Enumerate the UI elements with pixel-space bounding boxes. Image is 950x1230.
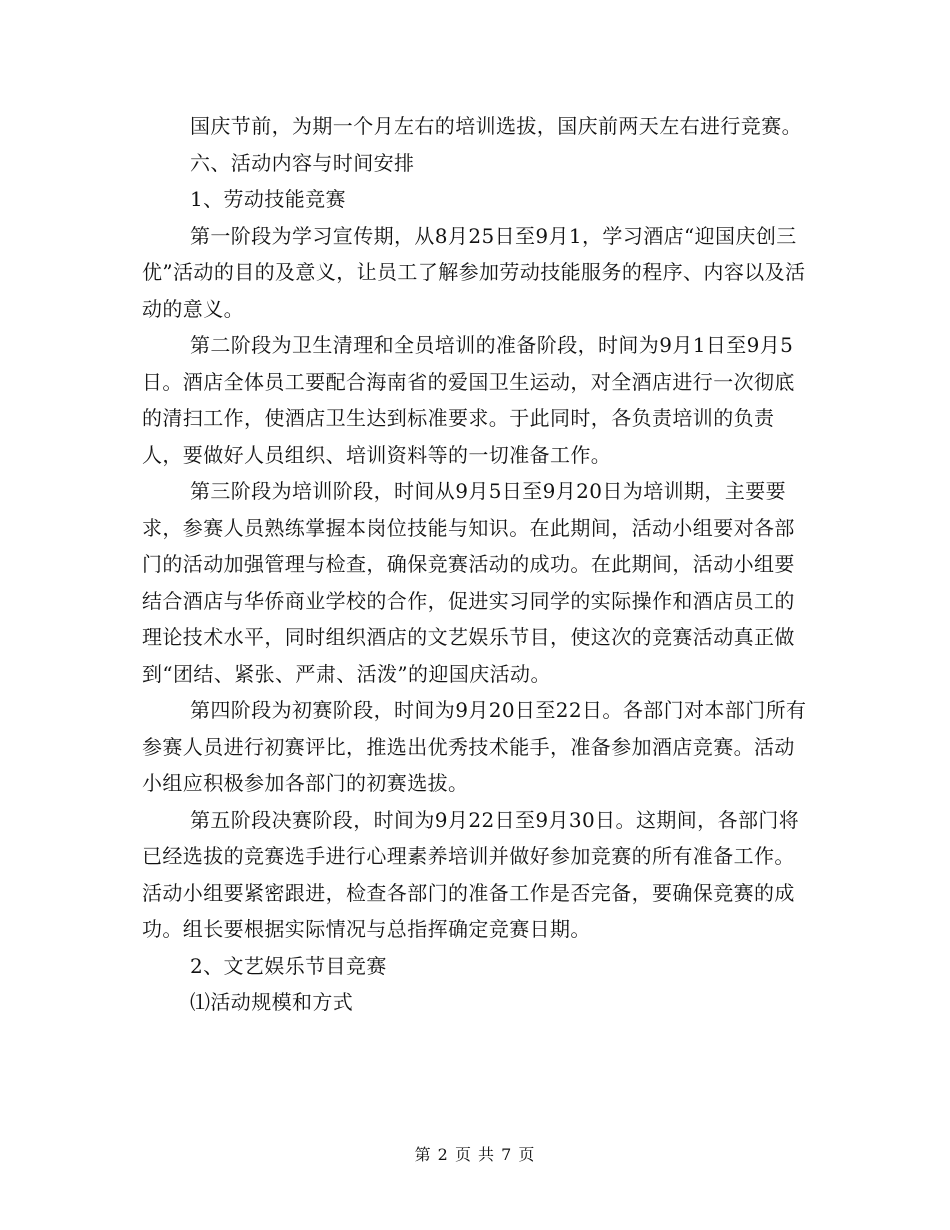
- paragraph-stage-four: 第四阶段为初赛阶段，时间为9月20日至22日。各部门对本部门所有参赛人员进行初赛评比，推选出优秀技术能手，准备参加酒店竞赛。活动小组应积极参加各部门的初赛选拔。: [142, 698, 807, 795]
- section-heading-activity-content: 六、活动内容与时间安排: [190, 150, 415, 175]
- document-body: [142, 108, 810, 1021]
- paragraph-stage-five: 第五阶段决赛阶段，时间为9月22日至9月30日。这期间，各部门将已经选拔的竞赛选手进行心理素养培训并做好参加竞赛的所有准备工作。活动小组要紧密跟进，检查各部门的准备工作是否完备，要确保竞赛的成功。组长要根据实际情况与总指挥确定竞赛日期。: [142, 807, 800, 941]
- paragraph-stage-three: 第三阶段为培训阶段，时间从9月5日至9月20日为培训期，主要要求，参赛人员熟练掌握本岗位技能与知识。在此期间，活动小组要对各部门的活动加强管理与检查，确保竞赛活动的成功。在此期间，活动小组要结合酒店与华侨商业学校的合作，促进实习同学的实际操作和酒店员工的理论技术水平，同时组织酒店的文艺娱乐节目，使这次的竞赛活动真正做到“团结、紧张、严肃、活泼”的迎国庆活动。: [142, 479, 795, 686]
- subheading-scale-and-method: ⑴活动规模和方式: [190, 990, 354, 1014]
- subheading-entertainment-competition: 2、文艺娱乐节目竞赛: [190, 953, 387, 978]
- paragraph-schedule-intro: 国庆节前，为期一个月左右的培训选拔，国庆前两天左右进行竞赛。: [190, 114, 802, 138]
- paragraph-stage-one: 第一阶段为学习宣传期，从8月25日至9月1，学习酒店“迎国庆创三优”活动的目的及意义，让员工了解参加劳动技能服务的程序、内容以及活动的意义。: [142, 223, 806, 321]
- page-number-footer: 第 2 页 共 7 页: [414, 1145, 536, 1164]
- subheading-labor-skills-competition: 1、劳动技能竞赛: [190, 187, 346, 211]
- paragraph-stage-two: 第二阶段为卫生清理和全员培训的准备阶段，时间为9月1日至9月5日。酒店全体员工要配合海南省的爱国卫生运动，对全酒店进行一次彻底的清扫工作，使酒店卫生达到标准要求。于此同时，各负责培训的负责人，要做好人员组织、培训资料等的一切准备工作。: [142, 333, 795, 467]
